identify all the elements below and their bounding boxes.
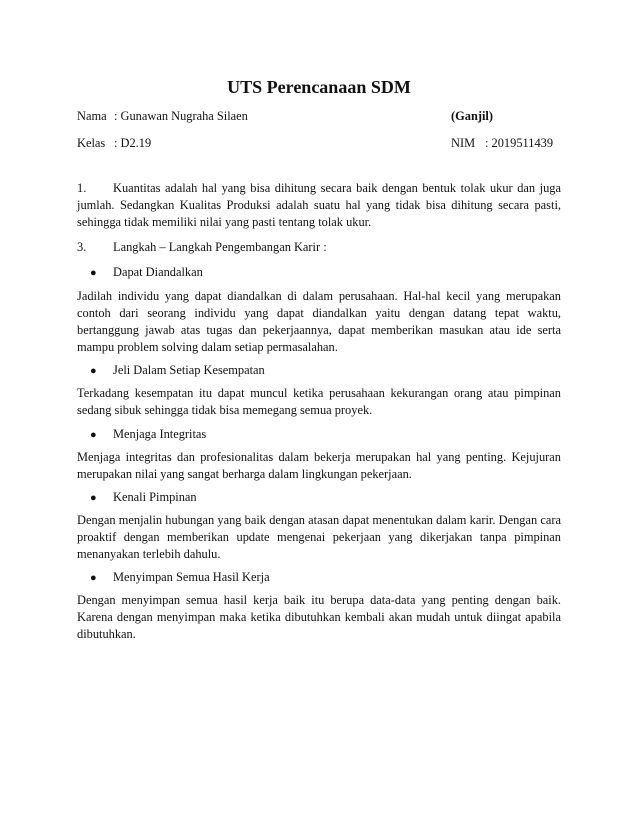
bullet-item — [90, 489, 197, 507]
kelas-value: : D2.19 — [114, 136, 152, 150]
bullet-title: Menjaga Integritas — [113, 427, 207, 441]
page-title: UTS Perencanaan SDM — [227, 77, 411, 97]
bullet-item — [90, 362, 265, 380]
bullet-title: Jeli Dalam Setiap Kesempatan — [113, 363, 265, 377]
bullet-icon: ● — [90, 267, 97, 279]
kelas-label: Kelas — [77, 136, 106, 150]
bullet-paragraph: Dengan menyimpan semua hasil kerja baik itu berupa data-data yang penting dengan baik. Karena dengan menyimpan maka ketika dibutuhkan kembali akan mudah untuk diingat apabila dibutuhkan. — [77, 593, 561, 641]
answer-1-number: 1. — [77, 181, 87, 195]
bullet-icon: ● — [90, 365, 97, 377]
answer-3-heading: Langkah – Langkah Pengembangan Karir : — [113, 240, 327, 254]
bullet-icon: ● — [90, 492, 97, 504]
nim-value: : 2019511439 — [485, 136, 554, 150]
bullet-paragraph: Jadilah individu yang dapat diandalkan di dalam perusahaan. Hal-hal kecil yang merupakan contoh dari seorang individu yang dapat diandalkan yaitu dengan datang tepat waktu, bertanggung jawab atas tugas dan pekerjaannya, dapat memberikan masukan atau ide serta mampu problem solving dalam setiap permasalahan. — [77, 289, 561, 354]
info-row-kelas — [77, 135, 577, 152]
nim-label: NIM — [451, 136, 476, 150]
nama-label: Nama — [77, 109, 107, 123]
bullet-icon: ● — [90, 429, 97, 441]
bullet-paragraph: Menjaga integritas dan profesionalitas dalam bekerja merupakan hal yang penting. Kejujuran merupakan nilai yang sangat berharga dalam lingkungan pekerjaan. — [77, 450, 561, 481]
bullet-item — [90, 569, 270, 587]
bullet-title: Kenali Pimpinan — [113, 490, 197, 504]
bullet-item — [90, 426, 206, 444]
answer-3-number: 3. — [77, 240, 87, 254]
bullet-title: Dapat Diandalkan — [113, 265, 203, 279]
answer-1-first-line: Kuantitas adalah hal yang bisa dihitung secara baik dengan bentuk tolak ukur dan juga — [113, 181, 561, 195]
bullet-icon: ● — [90, 572, 97, 584]
bullet-item — [90, 264, 203, 282]
bullet-title: Menyimpan Semua Hasil Kerja — [113, 570, 270, 584]
nama-value: : Gunawan Nugraha Silaen — [114, 109, 248, 123]
info-row-nama — [77, 108, 577, 125]
bullet-paragraph: Dengan menjalin hubungan yang baik dengan atasan dapat menentukan dalam karir. Dengan cara proaktif dengan memberikan update mengenai pekerjaan yang dikerjakan tanpa pimpinan menanyakan terlebih dahulu. — [77, 513, 561, 561]
bullet-paragraph: Terkadang kesempatan itu dapat muncul ketika perusahaan kekurangan orang atau pimpinan sedang sibuk sehingga tidak bisa memegang semua proyek. — [77, 386, 561, 417]
semester-label: (Ganjil) — [451, 109, 493, 123]
answer-1-text: jumlah. Sedangkan Kualitas Produksi adalah suatu hal yang tidak bisa dihitung secara pasti, sehingga tidak memiliki nilai yang pasti tentang tolak ukur. — [77, 198, 561, 229]
